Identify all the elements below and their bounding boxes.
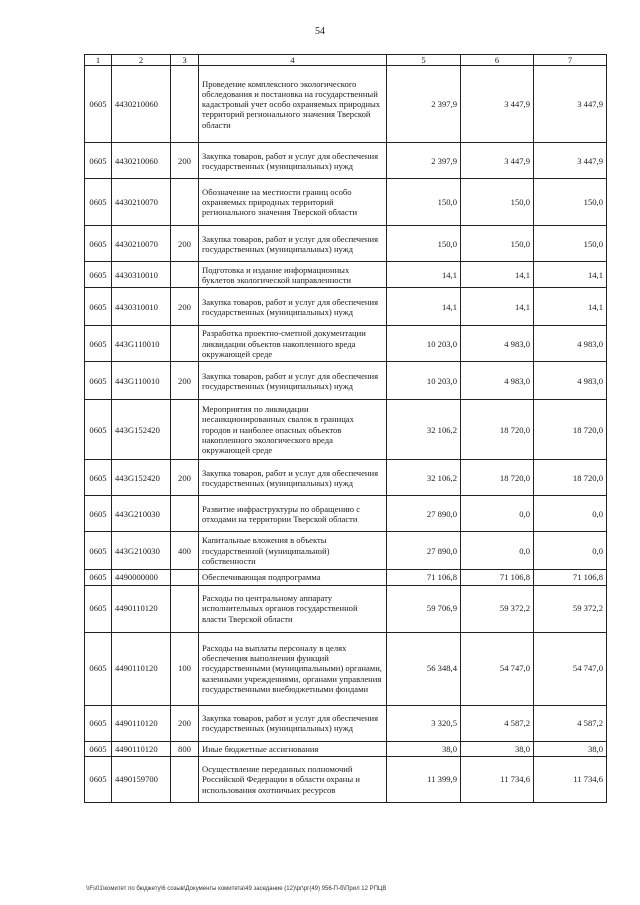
amount-col7: 150,0 <box>534 179 607 226</box>
target-article-code: 4430210070 <box>112 179 171 226</box>
table-row <box>85 496 607 532</box>
section-code: 0605 <box>85 226 112 262</box>
target-article-code: 4430210070 <box>112 226 171 262</box>
amount-col6: 150,0 <box>461 179 534 226</box>
expense-type-code: 200 <box>171 143 199 179</box>
header-cell: 6 <box>461 55 534 66</box>
amount-col6: 59 372,2 <box>461 585 534 632</box>
table-row <box>85 570 607 585</box>
header-cell: 1 <box>85 55 112 66</box>
amount-col6: 4 587,2 <box>461 705 534 741</box>
item-name: Мероприятия по ликвидации несанкционированных свалок в границах городов и наиболее опасных объектов накопленного экологического вреда окружающей среде <box>199 400 387 460</box>
table-row <box>85 632 607 705</box>
table-row <box>85 288 607 326</box>
amount-col7: 3 447,9 <box>534 66 607 143</box>
amount-col6: 4 983,0 <box>461 362 534 400</box>
amount-col7: 59 372,2 <box>534 585 607 632</box>
item-name: Разработка проектно-сметной документации ликвидации объектов накопленного вреда окружающей среде <box>199 326 387 362</box>
header-cell: 7 <box>534 55 607 66</box>
item-name: Осуществление переданных полномочий Российской Федерации в области охраны и использования охотничьих ресурсов <box>199 756 387 802</box>
amount-col5: 2 397,9 <box>387 66 461 143</box>
item-name: Обозначение на местности границ особо охраняемых природных территорий регионального значения Тверской области <box>199 179 387 226</box>
amount-col7: 38,0 <box>534 741 607 756</box>
amount-col5: 56 348,4 <box>387 632 461 705</box>
target-article-code: 443G210030 <box>112 532 171 570</box>
expense-type-code <box>171 262 199 288</box>
table-row <box>85 705 607 741</box>
table-header-row <box>85 55 607 66</box>
expense-type-code <box>171 179 199 226</box>
expense-type-code <box>171 585 199 632</box>
item-name: Подготовка и издание информационных буклетов экологической направленности <box>199 262 387 288</box>
amount-col5: 71 106,8 <box>387 570 461 585</box>
target-article-code: 4430210060 <box>112 143 171 179</box>
section-code: 0605 <box>85 400 112 460</box>
amount-col7: 18 720,0 <box>534 400 607 460</box>
section-code: 0605 <box>85 585 112 632</box>
amount-col5: 2 397,9 <box>387 143 461 179</box>
target-article-code: 443G110010 <box>112 326 171 362</box>
amount-col5: 32 106,2 <box>387 400 461 460</box>
expense-type-code <box>171 570 199 585</box>
section-code: 0605 <box>85 632 112 705</box>
header-cell: 2 <box>112 55 171 66</box>
target-article-code: 4430310010 <box>112 288 171 326</box>
target-article-code: 443G210030 <box>112 496 171 532</box>
amount-col7: 0,0 <box>534 532 607 570</box>
amount-col5: 14,1 <box>387 288 461 326</box>
amount-col7: 150,0 <box>534 226 607 262</box>
amount-col6: 14,1 <box>461 288 534 326</box>
header-cell: 5 <box>387 55 461 66</box>
table-row <box>85 585 607 632</box>
target-article-code: 4490000000 <box>112 570 171 585</box>
amount-col5: 27 890,0 <box>387 532 461 570</box>
amount-col5: 59 706,9 <box>387 585 461 632</box>
expense-type-code: 200 <box>171 226 199 262</box>
target-article-code: 443G152420 <box>112 460 171 496</box>
amount-col6: 11 734,6 <box>461 756 534 802</box>
amount-col7: 11 734,6 <box>534 756 607 802</box>
amount-col6: 38,0 <box>461 741 534 756</box>
expense-type-code <box>171 66 199 143</box>
item-name: Закупка товаров, работ и услуг для обеспечения государственных (муниципальных) нужд <box>199 362 387 400</box>
section-code: 0605 <box>85 756 112 802</box>
expense-type-code: 100 <box>171 632 199 705</box>
section-code: 0605 <box>85 460 112 496</box>
section-code: 0605 <box>85 705 112 741</box>
amount-col6: 4 983,0 <box>461 326 534 362</box>
expense-type-code: 200 <box>171 288 199 326</box>
item-name: Обеспечивающая подпрограмма <box>199 570 387 585</box>
section-code: 0605 <box>85 66 112 143</box>
item-name: Закупка товаров, работ и услуг для обеспечения государственных (муниципальных) нужд <box>199 460 387 496</box>
file-path-footer: \\Fs01\комитет по бюджету\6 созыв\Документы комитета\49 заседание (12)\рг\рг(49) 956-П-б\Прил 12 РПЦВ <box>86 886 387 892</box>
target-article-code: 4490110120 <box>112 585 171 632</box>
target-article-code: 443G152420 <box>112 400 171 460</box>
amount-col7: 3 447,9 <box>534 143 607 179</box>
amount-col6: 18 720,0 <box>461 400 534 460</box>
table-row <box>85 400 607 460</box>
table-row <box>85 179 607 226</box>
amount-col6: 3 447,9 <box>461 143 534 179</box>
amount-col6: 54 747,0 <box>461 632 534 705</box>
amount-col6: 14,1 <box>461 262 534 288</box>
expense-type-code <box>171 756 199 802</box>
table-row <box>85 460 607 496</box>
amount-col7: 4 983,0 <box>534 326 607 362</box>
amount-col5: 10 203,0 <box>387 326 461 362</box>
table-row <box>85 226 607 262</box>
section-code: 0605 <box>85 179 112 226</box>
target-article-code: 4430310010 <box>112 262 171 288</box>
amount-col5: 150,0 <box>387 226 461 262</box>
item-name: Развитие инфраструктуры по обращению с отходами на территории Тверской области <box>199 496 387 532</box>
section-code: 0605 <box>85 496 112 532</box>
target-article-code: 4490159700 <box>112 756 171 802</box>
expense-type-code: 200 <box>171 705 199 741</box>
expense-type-code <box>171 400 199 460</box>
item-name: Капитальные вложения в объекты государственной (муниципальной) собственности <box>199 532 387 570</box>
amount-col6: 18 720,0 <box>461 460 534 496</box>
table-row <box>85 66 607 143</box>
target-article-code: 4490110120 <box>112 705 171 741</box>
target-article-code: 4490110120 <box>112 632 171 705</box>
amount-col6: 3 447,9 <box>461 66 534 143</box>
amount-col7: 4 983,0 <box>534 362 607 400</box>
header-cell: 3 <box>171 55 199 66</box>
section-code: 0605 <box>85 143 112 179</box>
amount-col5: 10 203,0 <box>387 362 461 400</box>
amount-col7: 4 587,2 <box>534 705 607 741</box>
expense-type-code: 200 <box>171 362 199 400</box>
section-code: 0605 <box>85 741 112 756</box>
section-code: 0605 <box>85 262 112 288</box>
target-article-code: 4490110120 <box>112 741 171 756</box>
item-name: Закупка товаров, работ и услуг для обеспечения государственных (муниципальных) нужд <box>199 143 387 179</box>
item-name: Проведение комплексного экологического обследования и постановка на государственный кадастровый учет особо охраняемых природных территорий регионального значения Тверской области <box>199 66 387 143</box>
expense-type-code: 200 <box>171 460 199 496</box>
section-code: 0605 <box>85 532 112 570</box>
expense-type-code: 800 <box>171 741 199 756</box>
table-row <box>85 741 607 756</box>
amount-col5: 27 890,0 <box>387 496 461 532</box>
amount-col6: 150,0 <box>461 226 534 262</box>
amount-col5: 14,1 <box>387 262 461 288</box>
item-name: Закупка товаров, работ и услуг для обеспечения государственных (муниципальных) нужд <box>199 226 387 262</box>
expense-type-code <box>171 326 199 362</box>
amount-col7: 0,0 <box>534 496 607 532</box>
section-code: 0605 <box>85 570 112 585</box>
table-row <box>85 362 607 400</box>
amount-col7: 54 747,0 <box>534 632 607 705</box>
table-row <box>85 262 607 288</box>
amount-col5: 11 399,9 <box>387 756 461 802</box>
section-code: 0605 <box>85 326 112 362</box>
amount-col6: 0,0 <box>461 532 534 570</box>
amount-col6: 0,0 <box>461 496 534 532</box>
item-name: Закупка товаров, работ и услуг для обеспечения государственных (муниципальных) нужд <box>199 705 387 741</box>
table-row <box>85 532 607 570</box>
target-article-code: 4430210060 <box>112 66 171 143</box>
section-code: 0605 <box>85 362 112 400</box>
item-name: Иные бюджетные ассигнования <box>199 741 387 756</box>
section-code: 0605 <box>85 288 112 326</box>
target-article-code: 443G110010 <box>112 362 171 400</box>
header-cell: 4 <box>199 55 387 66</box>
budget-table <box>84 54 607 803</box>
amount-col5: 32 106,2 <box>387 460 461 496</box>
table-row <box>85 756 607 802</box>
amount-col7: 14,1 <box>534 288 607 326</box>
amount-col6: 71 106,8 <box>461 570 534 585</box>
amount-col7: 14,1 <box>534 262 607 288</box>
item-name: Расходы на выплаты персоналу в целях обеспечения выполнения функций государственными (муниципальными) органами, казенными учреждениями, органами управления государственными внебюджетными фондами <box>199 632 387 705</box>
amount-col5: 150,0 <box>387 179 461 226</box>
amount-col5: 38,0 <box>387 741 461 756</box>
item-name: Закупка товаров, работ и услуг для обеспечения государственных (муниципальных) нужд <box>199 288 387 326</box>
amount-col5: 3 320,5 <box>387 705 461 741</box>
table-row <box>85 143 607 179</box>
amount-col7: 71 106,8 <box>534 570 607 585</box>
table-row <box>85 326 607 362</box>
expense-type-code <box>171 496 199 532</box>
amount-col7: 18 720,0 <box>534 460 607 496</box>
item-name: Расходы по центральному аппарату исполнительных органов государственной власти Тверской области <box>199 585 387 632</box>
page-number: 54 <box>315 26 325 37</box>
expense-type-code: 400 <box>171 532 199 570</box>
